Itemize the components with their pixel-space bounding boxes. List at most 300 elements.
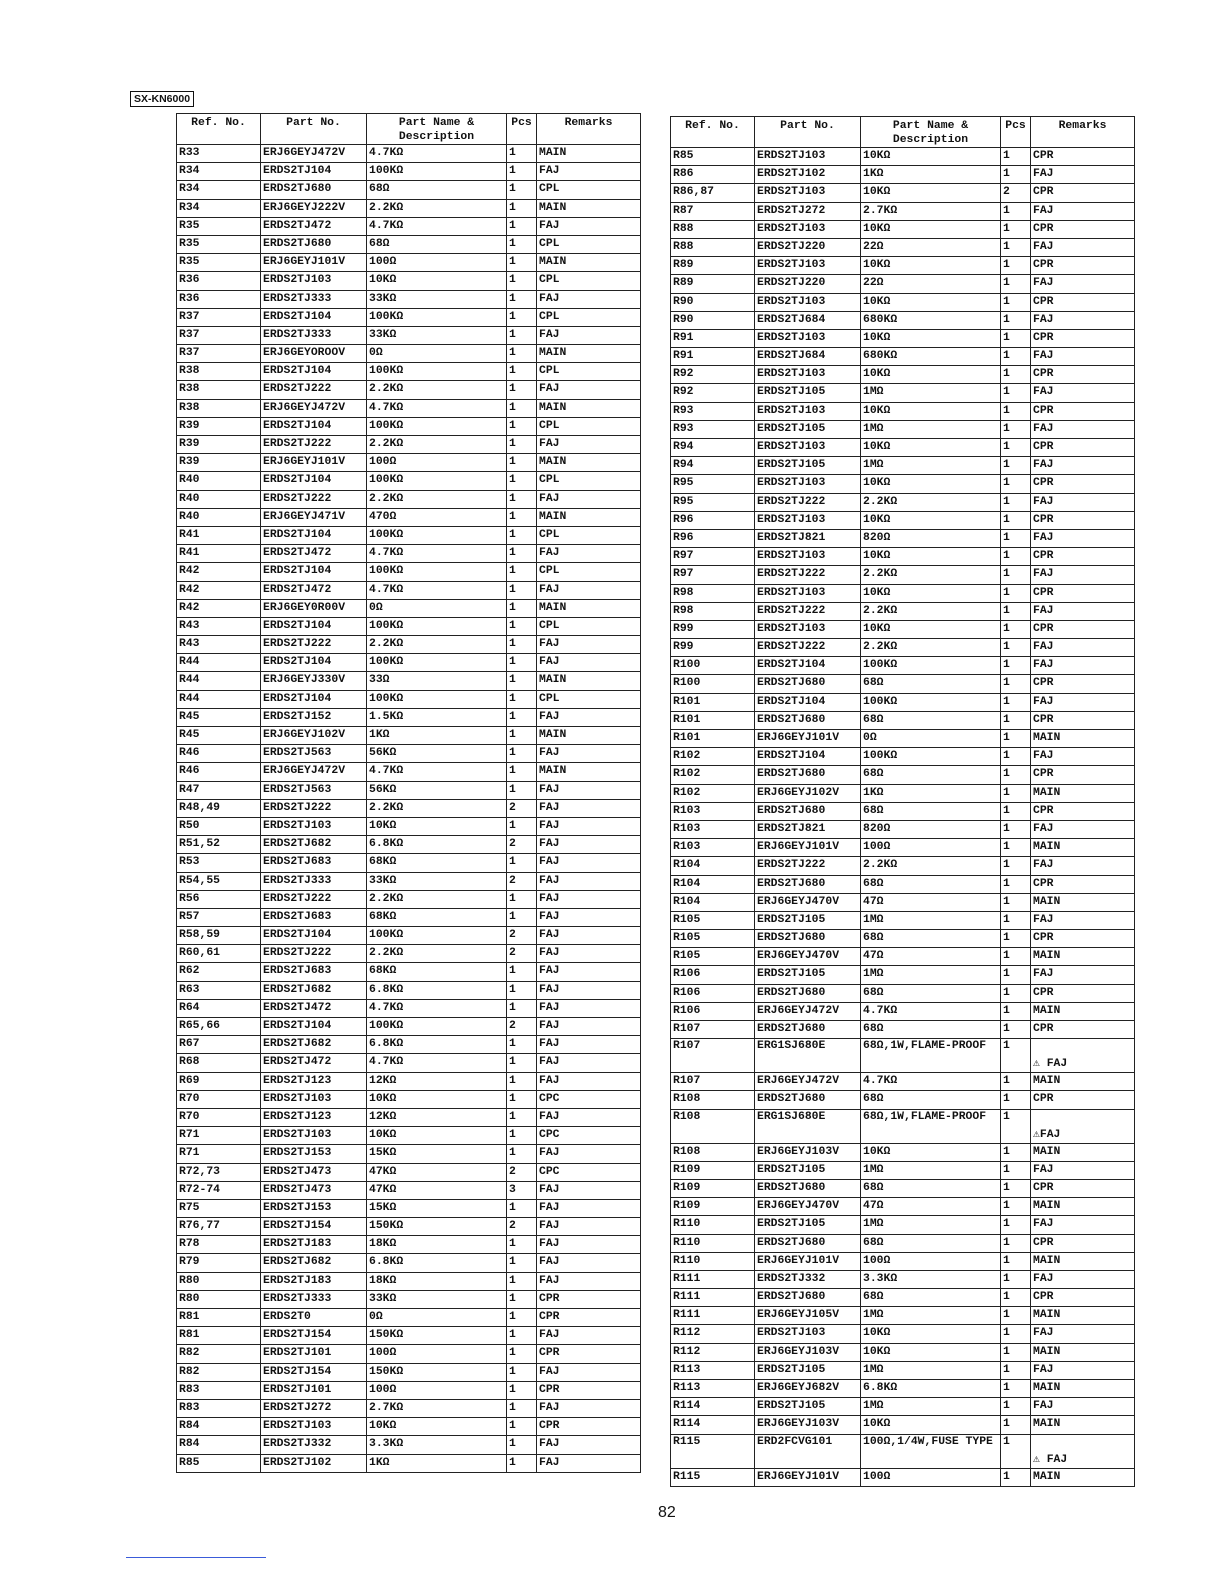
pcs-cell: 1 xyxy=(1001,911,1031,929)
part-no-cell: ERDS2TJ563 xyxy=(261,781,367,799)
part-no-cell: ERDS2TJ333 xyxy=(261,290,367,308)
table-row xyxy=(177,817,641,835)
remarks-cell: FAJ xyxy=(1031,202,1135,220)
pcs-cell: 1 xyxy=(507,1108,537,1126)
pcs-cell: 1 xyxy=(1001,748,1031,766)
table-row xyxy=(671,238,1135,256)
ref-no-cell: R114 xyxy=(671,1398,755,1416)
pcs-cell: 1 xyxy=(1001,620,1031,638)
ref-no-cell: R99 xyxy=(671,639,755,657)
part-no-cell: ERDS2TJ683 xyxy=(261,963,367,981)
pcs-cell: 1 xyxy=(1001,220,1031,238)
part-name-cell: 56KΩ xyxy=(367,745,507,763)
pcs-cell: 1 xyxy=(1001,566,1031,584)
ref-no-cell: R60,61 xyxy=(177,945,261,963)
remarks-cell: MAIN xyxy=(1031,730,1135,748)
part-name-cell: 2.2KΩ xyxy=(367,636,507,654)
pcs-cell: 1 xyxy=(1001,166,1031,184)
ref-no-cell: R67 xyxy=(177,1036,261,1054)
table-row xyxy=(671,1416,1135,1434)
table-row xyxy=(177,1145,641,1163)
ref-no-cell: R70 xyxy=(177,1108,261,1126)
remarks-cell: FAJ xyxy=(537,1036,641,1054)
pcs-cell: 1 xyxy=(1001,1002,1031,1020)
part-no-cell: ERDS2TJ472 xyxy=(261,999,367,1017)
part-name-cell: 2.2KΩ xyxy=(861,602,1001,620)
part-no-cell: ERDS2TJ101 xyxy=(261,1381,367,1399)
pcs-cell: 1 xyxy=(507,1345,537,1363)
pcs-cell: 1 xyxy=(1001,820,1031,838)
pcs-header: Pcs xyxy=(1001,117,1031,148)
part-name-cell: 100KΩ xyxy=(367,563,507,581)
remarks-cell: FAJ xyxy=(1031,857,1135,875)
table-row xyxy=(671,820,1135,838)
pcs-cell: 1 xyxy=(507,1363,537,1381)
table-row xyxy=(177,581,641,599)
part-name-cell: 10KΩ xyxy=(861,1143,1001,1161)
part-name-cell: 4.7KΩ xyxy=(367,399,507,417)
part-name-cell: 150KΩ xyxy=(367,1327,507,1345)
pcs-cell: 1 xyxy=(1001,948,1031,966)
ref-no-cell: R97 xyxy=(671,548,755,566)
remarks-header: Remarks xyxy=(1031,117,1135,148)
remarks-cell: FAJ xyxy=(537,581,641,599)
remarks-cell: MAIN xyxy=(537,727,641,745)
remarks-cell: FAJ xyxy=(1031,693,1135,711)
table-row xyxy=(671,1434,1135,1468)
remarks-cell: FAJ xyxy=(1031,1361,1135,1379)
part-no-cell: ERDS2TJ680 xyxy=(755,1179,861,1197)
pcs-cell: 1 xyxy=(507,781,537,799)
table-row xyxy=(177,345,641,363)
part-name-cell: 10KΩ xyxy=(861,1343,1001,1361)
table-row xyxy=(177,490,641,508)
ref-no-cell: R44 xyxy=(177,672,261,690)
part-no-cell: ERDS2TJ103 xyxy=(755,439,861,457)
remarks-cell: CPR xyxy=(1031,930,1135,948)
part-no-cell: ERDS2TJ103 xyxy=(261,272,367,290)
part-no-cell: ERDS2TJ333 xyxy=(261,1290,367,1308)
pcs-cell: 1 xyxy=(507,599,537,617)
table-row xyxy=(177,181,641,199)
remarks-cell: FAJ xyxy=(537,1363,641,1381)
table-row xyxy=(671,148,1135,166)
remarks-cell: CPL xyxy=(537,235,641,253)
remarks-cell: FAJ xyxy=(1031,1270,1135,1288)
remarks-cell: CPR xyxy=(1031,1021,1135,1039)
ref-no-cell: R103 xyxy=(671,820,755,838)
pcs-cell: 1 xyxy=(507,1290,537,1308)
part-no-cell: ERG1SJ680E xyxy=(755,1109,861,1143)
remarks-cell: MAIN xyxy=(1031,1143,1135,1161)
part-no-cell: ERDS2TJ682 xyxy=(261,1036,367,1054)
pcs-cell: 1 xyxy=(507,1036,537,1054)
ref-no-header: Ref. No. xyxy=(177,114,261,145)
pcs-cell: 1 xyxy=(1001,475,1031,493)
remarks-cell: FAJ xyxy=(537,963,641,981)
table-row xyxy=(177,1199,641,1217)
table-row xyxy=(671,529,1135,547)
part-name-cell: 6.8KΩ xyxy=(367,1036,507,1054)
remarks-cell: CPL xyxy=(537,417,641,435)
ref-no-cell: R108 xyxy=(671,1091,755,1109)
pcs-cell: 1 xyxy=(1001,511,1031,529)
remarks-cell: CPR xyxy=(1031,184,1135,202)
part-name-cell: 33KΩ xyxy=(367,1290,507,1308)
remarks-cell: FAJ xyxy=(1031,384,1135,402)
table-row xyxy=(177,508,641,526)
part-no-cell: ERDS2TJ104 xyxy=(261,563,367,581)
pcs-cell: 2 xyxy=(1001,184,1031,202)
remarks-cell: FAJ xyxy=(537,1054,641,1072)
remarks-cell: FAJ xyxy=(537,927,641,945)
part-name-cell: 0Ω xyxy=(367,345,507,363)
remarks-cell: FAJ xyxy=(1031,1398,1135,1416)
part-no-cell: ERDS2TJ103 xyxy=(755,220,861,238)
part-no-cell: ERDS2TJ683 xyxy=(261,854,367,872)
pcs-cell: 1 xyxy=(507,617,537,635)
part-no-cell: ERDS2TJ105 xyxy=(755,1161,861,1179)
remarks-cell: CPR xyxy=(1031,675,1135,693)
part-name-cell: 10KΩ xyxy=(861,511,1001,529)
remarks-cell: FAJ xyxy=(537,745,641,763)
ref-no-cell: R113 xyxy=(671,1361,755,1379)
part-no-cell: ERDS2TJ333 xyxy=(261,326,367,344)
remarks-cell: FAJ xyxy=(537,1072,641,1090)
part-no-cell: ERDS2TJ105 xyxy=(755,384,861,402)
pcs-cell: 2 xyxy=(507,927,537,945)
pcs-cell: 3 xyxy=(507,1181,537,1199)
pcs-cell: 1 xyxy=(507,1381,537,1399)
table-row xyxy=(671,584,1135,602)
part-no-cell: ERJ6GEYJ103V xyxy=(755,1343,861,1361)
ref-no-cell: R106 xyxy=(671,1002,755,1020)
table-row xyxy=(671,384,1135,402)
table-row xyxy=(177,617,641,635)
part-name-cell: 100KΩ xyxy=(367,308,507,326)
pcs-cell: 1 xyxy=(507,235,537,253)
part-name-cell: 1MΩ xyxy=(861,384,1001,402)
table-row xyxy=(177,199,641,217)
ref-no-cell: R34 xyxy=(177,181,261,199)
part-no-cell: ERDS2TJ680 xyxy=(755,930,861,948)
ref-no-cell: R83 xyxy=(177,1381,261,1399)
part-name-cell: 100KΩ xyxy=(367,472,507,490)
ref-no-cell: R95 xyxy=(671,493,755,511)
table-row xyxy=(671,1307,1135,1325)
remarks-cell: FAJ xyxy=(1031,966,1135,984)
remarks-cell: CPR xyxy=(537,1309,641,1327)
part-name-cell: 680KΩ xyxy=(861,348,1001,366)
part-name-cell: 2.2KΩ xyxy=(367,799,507,817)
part-name-cell: 68Ω,1W,FLAME-PROOF xyxy=(861,1039,1001,1073)
remarks-cell: CPR xyxy=(1031,366,1135,384)
part-name-cell: 10KΩ xyxy=(861,148,1001,166)
part-name-header: Part Name & Description xyxy=(367,114,507,145)
part-name-cell: 18KΩ xyxy=(367,1272,507,1290)
ref-no-cell: R115 xyxy=(671,1468,755,1486)
pcs-cell: 1 xyxy=(507,308,537,326)
pcs-cell: 1 xyxy=(1001,329,1031,347)
remarks-cell: MAIN xyxy=(537,254,641,272)
part-no-cell: ERDS2TJ222 xyxy=(261,890,367,908)
part-name-cell: 1MΩ xyxy=(861,966,1001,984)
part-name-cell: 100KΩ xyxy=(861,748,1001,766)
table-row xyxy=(177,436,641,454)
table-row xyxy=(671,639,1135,657)
remarks-cell: MAIN xyxy=(1031,1343,1135,1361)
table-row xyxy=(177,235,641,253)
remarks-cell: CPR xyxy=(1031,439,1135,457)
remarks-cell: FAJ xyxy=(537,1018,641,1036)
table-row xyxy=(177,472,641,490)
pcs-cell: 2 xyxy=(507,1018,537,1036)
ref-no-cell: R96 xyxy=(671,529,755,547)
ref-no-cell: R107 xyxy=(671,1039,755,1073)
table-row xyxy=(671,1361,1135,1379)
ref-no-cell: R107 xyxy=(671,1073,755,1091)
part-no-cell: ERJ6GEYJ330V xyxy=(261,672,367,690)
remarks-cell: CPR xyxy=(1031,148,1135,166)
table-row xyxy=(671,166,1135,184)
part-no-cell: ERJ6GEYJ472V xyxy=(755,1002,861,1020)
ref-no-cell: R45 xyxy=(177,708,261,726)
ref-no-cell: R39 xyxy=(177,417,261,435)
part-name-cell: 56KΩ xyxy=(367,781,507,799)
part-name-cell: 47Ω xyxy=(861,893,1001,911)
pcs-cell: 1 xyxy=(507,272,537,290)
part-no-cell: ERDS2TJ222 xyxy=(261,945,367,963)
ref-no-cell: R47 xyxy=(177,781,261,799)
part-name-cell: 2.2KΩ xyxy=(861,857,1001,875)
part-no-cell: ERDS2TJ472 xyxy=(261,581,367,599)
ref-no-cell: R34 xyxy=(177,163,261,181)
pcs-cell: 1 xyxy=(1001,784,1031,802)
ref-no-cell: R39 xyxy=(177,454,261,472)
ref-no-cell: R56 xyxy=(177,890,261,908)
part-no-cell: ERJ6GEYJ101V xyxy=(755,1252,861,1270)
part-name-cell: 3.3KΩ xyxy=(861,1270,1001,1288)
part-name-cell: 3.3KΩ xyxy=(367,1436,507,1454)
part-name-cell: 10KΩ xyxy=(861,1416,1001,1434)
pcs-cell: 1 xyxy=(1001,966,1031,984)
ref-no-cell: R45 xyxy=(177,727,261,745)
pcs-cell: 1 xyxy=(1001,1343,1031,1361)
pcs-cell: 1 xyxy=(507,1399,537,1417)
part-name-cell: 15KΩ xyxy=(367,1199,507,1217)
remarks-cell: FAJ xyxy=(537,890,641,908)
part-no-cell: ERJ6GEYJ470V xyxy=(755,948,861,966)
table-row xyxy=(177,781,641,799)
ref-no-cell: R82 xyxy=(177,1345,261,1363)
pcs-cell: 1 xyxy=(507,1054,537,1072)
pcs-cell: 1 xyxy=(507,890,537,908)
table-row xyxy=(177,1290,641,1308)
remarks-cell: FAJ xyxy=(537,1145,641,1163)
ref-no-cell: R35 xyxy=(177,217,261,235)
ref-no-cell: R99 xyxy=(671,620,755,638)
part-name-cell: 2.2KΩ xyxy=(367,436,507,454)
part-no-cell: ERJ6GEYJ472V xyxy=(261,763,367,781)
part-no-cell: ERDS2TJ563 xyxy=(261,745,367,763)
table-row xyxy=(177,399,641,417)
table-row xyxy=(177,636,641,654)
ref-no-cell: R102 xyxy=(671,766,755,784)
part-no-cell: ERDS2TJ103 xyxy=(755,475,861,493)
remarks-cell: FAJ xyxy=(1031,748,1135,766)
remarks-cell: FAJ xyxy=(1031,820,1135,838)
pcs-cell: 1 xyxy=(1001,548,1031,566)
part-name-cell: 100Ω xyxy=(861,1468,1001,1486)
part-name-cell: 22Ω xyxy=(861,238,1001,256)
remarks-cell: CPL xyxy=(537,526,641,544)
remarks-cell: FAJ xyxy=(537,981,641,999)
remarks-cell: FAJ xyxy=(537,1454,641,1472)
parts-table-right xyxy=(670,116,1135,1487)
part-name-cell: 1MΩ xyxy=(861,911,1001,929)
remarks-cell: MAIN xyxy=(537,345,641,363)
part-name-cell: 100Ω xyxy=(367,454,507,472)
pcs-cell: 1 xyxy=(507,363,537,381)
pcs-cell: 1 xyxy=(507,1272,537,1290)
part-no-cell: ERDS2TJ105 xyxy=(755,1361,861,1379)
part-name-cell: 12KΩ xyxy=(367,1108,507,1126)
pcs-cell: 1 xyxy=(1001,275,1031,293)
ref-no-cell: R68 xyxy=(177,1054,261,1072)
remarks-cell: MAIN xyxy=(537,763,641,781)
remarks-cell: FAJ xyxy=(537,1254,641,1272)
remarks-cell: FAJ xyxy=(1031,911,1135,929)
part-no-cell: ERDS2TJ154 xyxy=(261,1327,367,1345)
table-row xyxy=(177,1108,641,1126)
part-name-cell: 100Ω xyxy=(861,839,1001,857)
ref-no-cell: R40 xyxy=(177,472,261,490)
part-name-cell: 1MΩ xyxy=(861,1307,1001,1325)
pcs-cell: 2 xyxy=(507,1163,537,1181)
part-no-cell: ERJ6GEYJ101V xyxy=(755,1468,861,1486)
part-no-cell: ERDS2TJ104 xyxy=(755,657,861,675)
remarks-cell: CPL xyxy=(537,308,641,326)
table-row xyxy=(177,1181,641,1199)
part-no-cell: ERDS2TJ103 xyxy=(755,366,861,384)
part-no-cell: ERDS2TJ104 xyxy=(261,927,367,945)
part-no-cell: ERDS2TJ472 xyxy=(261,1054,367,1072)
table-row xyxy=(177,163,641,181)
part-name-cell: 2.2KΩ xyxy=(861,639,1001,657)
part-name-cell: 150KΩ xyxy=(367,1363,507,1381)
part-name-cell: 68Ω xyxy=(861,875,1001,893)
part-name-cell: 1MΩ xyxy=(861,1161,1001,1179)
pcs-cell: 1 xyxy=(507,1418,537,1436)
pcs-cell: 1 xyxy=(1001,1398,1031,1416)
pcs-cell: 1 xyxy=(1001,1468,1031,1486)
remarks-cell: FAJ xyxy=(537,708,641,726)
remarks-cell: CPC xyxy=(537,1127,641,1145)
table-row xyxy=(177,1218,641,1236)
part-name-cell: 10KΩ xyxy=(861,366,1001,384)
part-name-cell: 18KΩ xyxy=(367,1236,507,1254)
part-name-cell: 47Ω xyxy=(861,1198,1001,1216)
part-name-cell: 100KΩ xyxy=(367,526,507,544)
pcs-cell: 1 xyxy=(1001,1416,1031,1434)
ref-no-cell: R87 xyxy=(671,202,755,220)
ref-no-cell: R104 xyxy=(671,875,755,893)
part-name-cell: 68Ω xyxy=(861,675,1001,693)
ref-no-cell: R108 xyxy=(671,1143,755,1161)
part-no-cell: ERJ6GEYOROOV xyxy=(261,345,367,363)
pcs-cell: 1 xyxy=(507,1072,537,1090)
pcs-cell: 2 xyxy=(507,1218,537,1236)
table-row xyxy=(671,657,1135,675)
table-row xyxy=(671,948,1135,966)
remarks-cell: FAJ xyxy=(1031,311,1135,329)
ref-no-cell: R106 xyxy=(671,966,755,984)
part-name-cell: 2.2KΩ xyxy=(367,381,507,399)
table-row xyxy=(671,420,1135,438)
pcs-cell: 1 xyxy=(1001,1198,1031,1216)
table-row xyxy=(671,311,1135,329)
table-row xyxy=(671,202,1135,220)
ref-no-cell: R100 xyxy=(671,675,755,693)
part-no-cell: ERDS2TJ684 xyxy=(755,311,861,329)
remarks-cell: MAIN xyxy=(1031,1380,1135,1398)
remarks-cell: CPR xyxy=(1031,402,1135,420)
ref-no-cell: R34 xyxy=(177,199,261,217)
table-row xyxy=(177,963,641,981)
table-row xyxy=(671,893,1135,911)
table-row xyxy=(177,1436,641,1454)
part-no-cell: ERJ6GEYJ103V xyxy=(755,1416,861,1434)
part-name-cell: 100KΩ xyxy=(367,617,507,635)
remarks-cell: FAJ xyxy=(1031,420,1135,438)
part-name-cell: 1MΩ xyxy=(861,1216,1001,1234)
part-no-cell: ERDS2TJ222 xyxy=(755,602,861,620)
part-no-cell: ERDS2TJ472 xyxy=(261,217,367,235)
part-name-cell: 2.2KΩ xyxy=(861,493,1001,511)
remarks-cell: FAJ xyxy=(537,836,641,854)
part-name-cell: 100KΩ xyxy=(367,654,507,672)
ref-no-cell: R37 xyxy=(177,345,261,363)
pcs-cell: 1 xyxy=(1001,402,1031,420)
table-row xyxy=(177,1345,641,1363)
pcs-cell: 1 xyxy=(507,217,537,235)
part-no-cell: ERJ6GEYJ470V xyxy=(755,1198,861,1216)
part-no-cell: ERDS2TJ683 xyxy=(261,908,367,926)
part-name-cell: 47Ω xyxy=(861,948,1001,966)
table-row xyxy=(177,217,641,235)
part-no-cell: ERJ6GEYJ101V xyxy=(261,454,367,472)
pcs-cell: 1 xyxy=(507,381,537,399)
pcs-cell: 1 xyxy=(1001,493,1031,511)
ref-no-cell: R35 xyxy=(177,254,261,272)
remarks-cell: FAJ xyxy=(537,999,641,1017)
table-row xyxy=(671,548,1135,566)
remarks-cell: FAJ xyxy=(1031,602,1135,620)
table-row xyxy=(671,348,1135,366)
part-no-header: Part No. xyxy=(755,117,861,148)
part-name-cell: 10KΩ xyxy=(367,1090,507,1108)
part-name-cell: 47KΩ xyxy=(367,1181,507,1199)
remarks-cell: FAJ xyxy=(537,781,641,799)
part-name-cell: 68Ω xyxy=(861,711,1001,729)
ref-no-cell: R90 xyxy=(671,311,755,329)
part-no-cell: ERDS2TJ104 xyxy=(261,363,367,381)
part-name-cell: 68Ω xyxy=(367,181,507,199)
part-name-cell: 10KΩ xyxy=(861,475,1001,493)
remarks-cell: CPL xyxy=(537,472,641,490)
part-no-cell: ERDS2TJ152 xyxy=(261,708,367,726)
part-name-cell: 2.7KΩ xyxy=(367,1399,507,1417)
